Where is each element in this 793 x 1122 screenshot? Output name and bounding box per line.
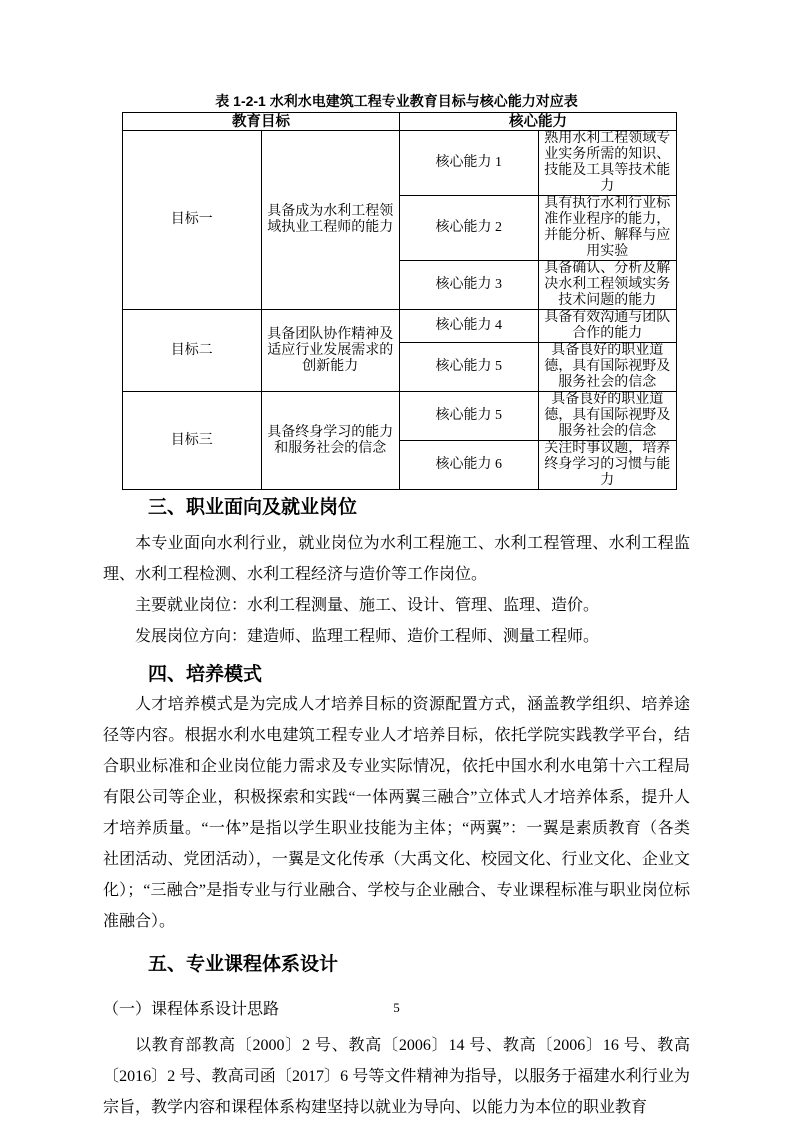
section-4-heading: 四、培养模式 xyxy=(148,664,263,685)
ability-3-label: 核心能力 3 xyxy=(400,261,539,310)
section-3-heading: 三、职业面向及就业岗位 xyxy=(148,497,358,518)
ability-4-label: 核心能力 4 xyxy=(400,310,539,343)
ability-5b-label: 核心能力 5 xyxy=(400,392,539,441)
goal-1-text: 具备成为水利工程领域执业工程师的能力 xyxy=(261,131,400,310)
ability-6-label: 核心能力 6 xyxy=(400,441,539,490)
ability-3-desc: 具备确认、分析及解决水利工程领域实务技术问题的能力 xyxy=(538,261,677,310)
section-5-heading: 五、专业课程体系设计 xyxy=(148,954,339,975)
goal-1-number: 目标一 xyxy=(123,131,262,310)
section-4-paragraph-1: 人才培养模式是为完成人才培养目标的资源配置方式，涵盖教学组织、培养途径等内容。根据水利水电建筑工程专业人才培养目标，依托学院实践教学平台，结合职业标准和企业岗位能力需求及专业实际情况，依托中国水利水电第十六工程局有限公司等企业，积极探索和实践“一体两翼三融合”立体式人才培养体系，提升人才培养质量。“一体”是指以学生职业技能为主体；“两翼”：一翼是素质教育（各类社团活动、党团活动），一翼是文化传承（大禹文化、校园文化、行业文化、企业文化）；“三融合”是指专业与行业融合、学校与企业融合、专业课程标准与职业岗位标准融合）。 xyxy=(103,696,690,930)
goal-3-number: 目标三 xyxy=(123,392,262,490)
ability-4-desc: 具备有效沟通与团队合作的能力 xyxy=(538,310,677,343)
goal-2-number: 目标二 xyxy=(123,310,262,392)
ability-2-label: 核心能力 2 xyxy=(400,196,539,261)
ability-1-desc: 熟用水利工程领域专业实务所需的知识、技能及工具等技术能力 xyxy=(538,131,677,196)
table-header-education-objectives: 教育目标 xyxy=(123,113,400,131)
section-3-paragraph-2: 主要就业岗位：水利工程测量、施工、设计、管理、监理、造价。 xyxy=(135,597,600,614)
table-row xyxy=(123,392,677,441)
table-caption: 表 1-2-1 水利水电建筑工程专业教育目标与核心能力对应表 xyxy=(215,93,578,109)
table-header-core-abilities: 核心能力 xyxy=(400,113,677,131)
section-3-paragraph-1: 本专业面向水利行业，就业岗位为水利工程施工、水利工程管理、水利工程监理、水利工程检测、水利工程经济与造价等工作岗位。 xyxy=(103,535,690,583)
table-row xyxy=(123,131,677,196)
ability-6-desc: 关注时事议题，培养终身学习的习惯与能力 xyxy=(538,441,677,490)
ability-5b-desc: 具备良好的职业道德，具有国际视野及服务社会的信念 xyxy=(538,392,677,441)
goal-3-text: 具备终身学习的能力和服务社会的信念 xyxy=(261,392,400,490)
goal-2-text: 具备团队协作精神及适应行业发展需求的创新能力 xyxy=(261,310,400,392)
section-3-paragraph-3: 发展岗位方向：建造师、监理工程师、造价工程师、测量工程师。 xyxy=(135,628,600,645)
section-5-paragraph-1: 以教育部教高〔2000〕2 号、教高〔2006〕14 号、教高〔2006〕16 号、教高〔2016〕2 号、教高司函〔2017〕6 号等文件精神为指导，以服务于福建水利行业为宗旨，教学内容和课程体系构建坚持以就业为导向、以能力为本位的职业教育 xyxy=(103,1037,690,1116)
table-header-row xyxy=(123,113,677,131)
table-row xyxy=(123,310,677,343)
ability-5-label: 核心能力 5 xyxy=(400,343,539,392)
ability-2-desc: 具有执行水利行业标准作业程序的能力，并能分析、解释与应用实验 xyxy=(538,196,677,261)
ability-5-desc: 具备良好的职业道德，具有国际视野及服务社会的信念 xyxy=(538,343,677,392)
objectives-abilities-table xyxy=(122,112,677,490)
section-5-subheading-1: （一）课程体系设计思路 xyxy=(103,1001,280,1018)
ability-1-label: 核心能力 1 xyxy=(400,131,539,196)
page-number: 5 xyxy=(393,1000,400,1015)
